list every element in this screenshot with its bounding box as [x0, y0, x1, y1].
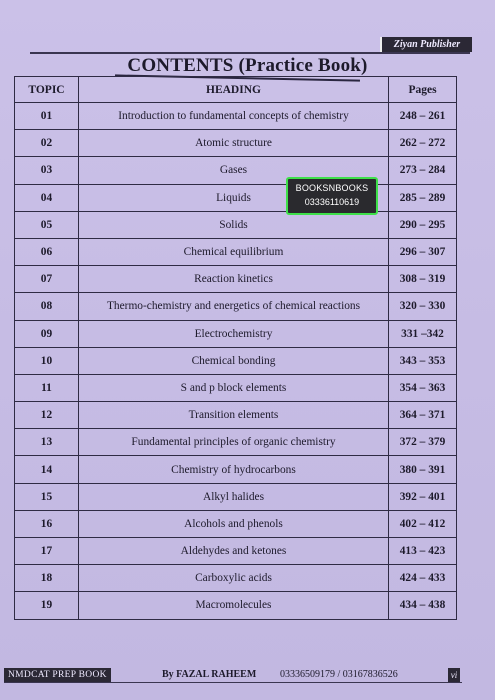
topic-cell: 11: [15, 374, 79, 401]
heading-cell: Alkyl halides: [79, 483, 389, 510]
contents-table: [14, 76, 457, 620]
table-row: [15, 483, 457, 510]
heading-cell: Solids: [79, 211, 389, 238]
pages-cell: 364 – 371: [389, 402, 457, 429]
topic-cell: 13: [15, 429, 79, 456]
pages-cell: 380 – 391: [389, 456, 457, 483]
pages-cell: 262 – 272: [389, 130, 457, 157]
table-row: [15, 592, 457, 619]
topic-cell: 01: [15, 103, 79, 130]
table-row: [15, 456, 457, 483]
heading-cell: Macromolecules: [79, 592, 389, 619]
table-row: [15, 184, 457, 211]
topic-cell: 12: [15, 402, 79, 429]
table-row: [15, 402, 457, 429]
publisher-tag: Ziyan Publisher: [380, 37, 472, 52]
heading-cell: Aldehydes and ketones: [79, 538, 389, 565]
topic-cell: 18: [15, 565, 79, 592]
table-row: [15, 130, 457, 157]
pages-cell: 424 – 433: [389, 565, 457, 592]
pages-cell: 372 – 379: [389, 429, 457, 456]
table-row: [15, 320, 457, 347]
heading-cell: Chemical equilibrium: [79, 238, 389, 265]
table-row: [15, 238, 457, 265]
pages-cell: 331 –342: [389, 320, 457, 347]
table-row: [15, 565, 457, 592]
column-header-topic: TOPIC: [15, 77, 79, 103]
pages-cell: 392 – 401: [389, 483, 457, 510]
topic-cell: 15: [15, 483, 79, 510]
footer-rule: [4, 682, 462, 683]
heading-cell: Introduction to fundamental concepts of chemistry: [79, 103, 389, 130]
seller-watermark: [286, 177, 378, 215]
topic-cell: 14: [15, 456, 79, 483]
topic-cell: 10: [15, 347, 79, 374]
watermark-phone: 03336110619: [304, 197, 360, 207]
pages-cell: 354 – 363: [389, 374, 457, 401]
table-row: [15, 157, 457, 184]
heading-cell: Liquids: [79, 184, 389, 211]
topic-cell: 07: [15, 266, 79, 293]
topic-cell: 19: [15, 592, 79, 619]
heading-cell: Carboxylic acids: [79, 565, 389, 592]
footer-book-title: NMDCAT PREP BOOK: [4, 668, 111, 682]
topic-cell: 17: [15, 538, 79, 565]
pages-cell: 296 – 307: [389, 238, 457, 265]
footer-author: By FAZAL RAHEEM: [162, 669, 257, 680]
table-row: [15, 510, 457, 537]
pages-cell: 308 – 319: [389, 266, 457, 293]
pages-cell: 434 – 438: [389, 592, 457, 619]
table-row: [15, 538, 457, 565]
pages-cell: 285 – 289: [389, 184, 457, 211]
heading-cell: Chemistry of hydrocarbons: [79, 456, 389, 483]
heading-cell: Electrochemistry: [79, 320, 389, 347]
page-number: vi: [448, 668, 460, 682]
pages-cell: 290 – 295: [389, 211, 457, 238]
page-footer: [0, 668, 495, 686]
table-header-row: [15, 77, 457, 103]
heading-cell: Fundamental principles of organic chemistry: [79, 429, 389, 456]
watermark-name: BOOKSNBOOKS: [295, 183, 369, 193]
heading-cell: Chemical bonding: [79, 347, 389, 374]
topic-cell: 16: [15, 510, 79, 537]
topic-cell: 05: [15, 211, 79, 238]
heading-cell: Thermo-chemistry and energetics of chemical reactions: [79, 293, 389, 320]
table-row: [15, 266, 457, 293]
topic-cell: 02: [15, 130, 79, 157]
contents-body: [15, 103, 457, 620]
column-header-pages: Pages: [389, 77, 457, 103]
table-row: [15, 103, 457, 130]
topic-cell: 04: [15, 184, 79, 211]
top-rule: [30, 52, 470, 54]
footer-phones: 03336509179 / 03167836526: [280, 669, 398, 680]
table-row: [15, 429, 457, 456]
table-row: [15, 347, 457, 374]
pages-cell: 413 – 423: [389, 538, 457, 565]
heading-cell: Alcohols and phenols: [79, 510, 389, 537]
topic-cell: 06: [15, 238, 79, 265]
heading-cell: S and p block elements: [79, 374, 389, 401]
pages-cell: 248 – 261: [389, 103, 457, 130]
topic-cell: 08: [15, 293, 79, 320]
pages-cell: 320 – 330: [389, 293, 457, 320]
table-row: [15, 211, 457, 238]
pages-cell: 402 – 412: [389, 510, 457, 537]
table-row: [15, 374, 457, 401]
page-title: CONTENTS (Practice Book): [127, 55, 368, 76]
column-header-heading: HEADING: [79, 77, 389, 103]
pages-cell: 273 – 284: [389, 157, 457, 184]
topic-cell: 03: [15, 157, 79, 184]
heading-cell: Reaction kinetics: [79, 266, 389, 293]
topic-cell: 09: [15, 320, 79, 347]
pages-cell: 343 – 353: [389, 347, 457, 374]
heading-cell: Atomic structure: [79, 130, 389, 157]
table-row: [15, 293, 457, 320]
heading-cell: Transition elements: [79, 402, 389, 429]
heading-cell: Gases: [79, 157, 389, 184]
